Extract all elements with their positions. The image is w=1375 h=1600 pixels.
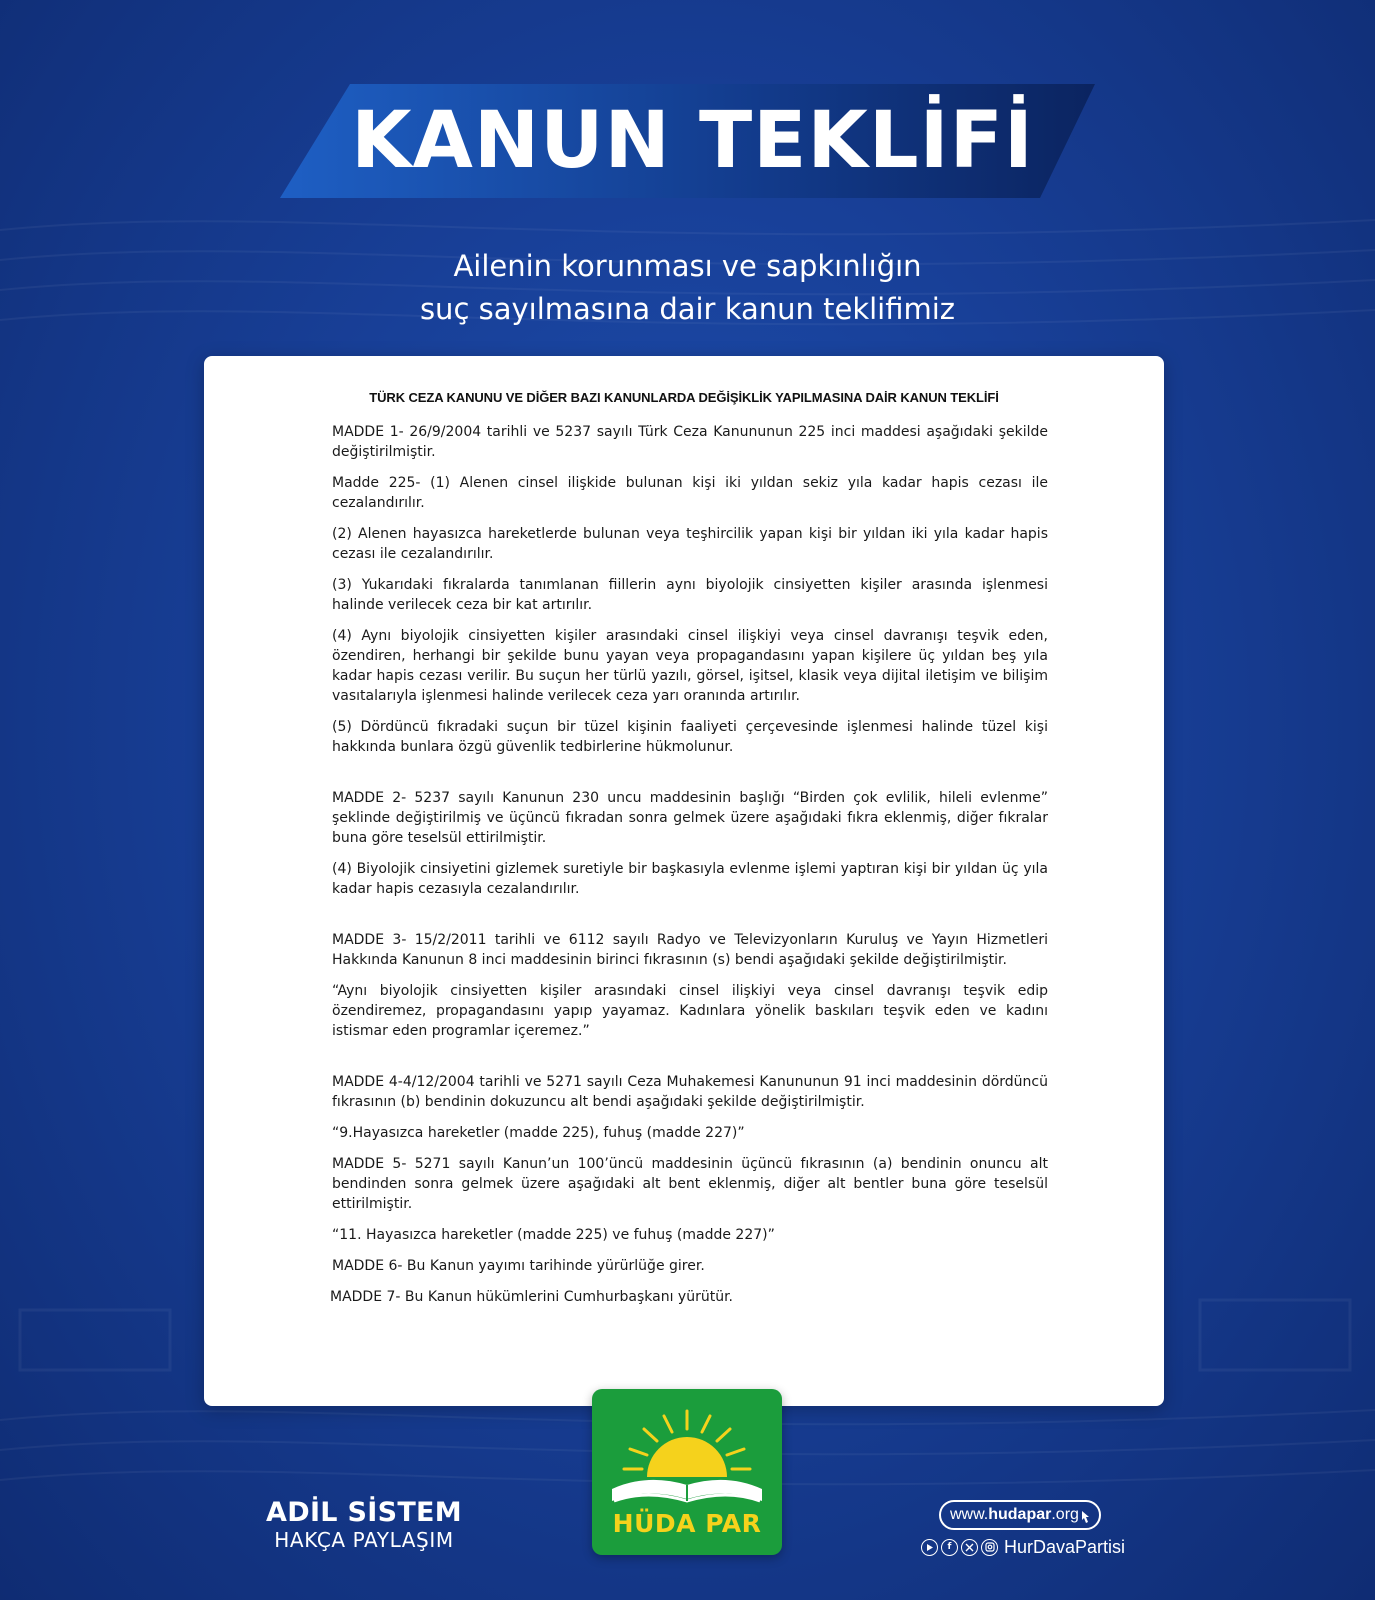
youtube-icon[interactable] bbox=[921, 1539, 938, 1556]
party-logo bbox=[592, 1389, 782, 1555]
subtitle-line-1: Ailenin korunması ve sapkınlığın bbox=[453, 249, 922, 283]
x-icon[interactable] bbox=[961, 1539, 978, 1556]
paragraph-madde-5: MADDE 5- 5271 sayılı Kanun’un 100’üncü maddesinin üçüncü fıkrasının (a) bendinin onuncu alt bendinden sonra gelmek üzere aşağıdaki alt bent eklenmiş, diğer alt bentler buna göre teselsül ettirilmiştir. bbox=[332, 1156, 1048, 1212]
subtitle-line-2: suç sayılmasına dair kanun teklifimiz bbox=[419, 292, 956, 326]
instagram-icon[interactable] bbox=[981, 1539, 998, 1556]
cursor-icon bbox=[1077, 1509, 1093, 1525]
logo-name: HÜDA PAR bbox=[612, 1509, 762, 1538]
document-card bbox=[204, 356, 1164, 1406]
paragraph-madde-4: MADDE 4-4/12/2004 tarihli ve 5271 sayılı Ceza Muhakemesi Kanununun 91 inci maddesinin dördüncü fıkrasının (b) bendinin dokuzuncu alt bendi aşağıdaki şekilde değiştirilmiştir. bbox=[332, 1074, 1048, 1110]
facebook-icon[interactable]: f bbox=[941, 1539, 958, 1556]
paragraph-madde-3: MADDE 3- 15/2/2011 tarihli ve 6112 sayılı Radyo ve Televizyonların Kuruluş ve Yayın Hizmetleri Hakkında Kanunun 8 inci maddesinin birinci fıkrasının (s) bendi aşağıdaki şekilde değiştirilmiştir. bbox=[332, 932, 1048, 968]
subtitle bbox=[300, 245, 1075, 331]
document-body bbox=[332, 422, 1048, 1318]
slogan-bottom: HAKÇA PAYLAŞIM bbox=[274, 1528, 454, 1552]
slogan bbox=[254, 1498, 474, 1552]
paragraph-madde-2: MADDE 2- 5237 sayılı Kanunun 230 uncu maddesinin başlığı “Birden çok evlilik, hileli evlenme” şeklinde değiştirilmiş ve üçüncü fıkradan sonra gelmek üzere aşağıdaki fıkra eklenmiş, diğer fıkralar buna göre teselsül ettirilmiştir. bbox=[332, 790, 1048, 846]
title-banner bbox=[280, 84, 1095, 198]
website-domain: hudapar bbox=[988, 1506, 1052, 1523]
paragraph: “11. Hayasızca hareketler (madde 225) ve fuhuş (madde 227)” bbox=[332, 1227, 775, 1243]
paragraph: (5) Dördüncü fıkradaki suçun bir tüzel kişinin faaliyeti çerçevesinde işlenmesi halinde tüzel kişi hakkında bunlara özgü güvenlik tedbirlerine hükmolunur. bbox=[332, 719, 1048, 755]
slogan-top: ADİL SİSTEM bbox=[266, 1497, 462, 1528]
paragraph: Madde 225- (1) Alenen cinsel ilişkide bulunan kişi iki yıldan sekiz yıla kadar hapis cezası ile cezalandırılır. bbox=[332, 475, 1048, 511]
paragraph: (4) Biyolojik cinsiyetini gizlemek suretiyle bir başkasıyla evlenme işlemi yaptıran kişi bir yıldan üç yıla kadar hapis cezasıyla cezalandırılır. bbox=[332, 861, 1048, 897]
website-link[interactable] bbox=[939, 1500, 1101, 1530]
paragraph-madde-7: MADDE 7- Bu Kanun hükümlerini Cumhurbaşkanı yürütür. bbox=[330, 1289, 733, 1305]
paragraph: “9.Hayasızca hareketler (madde 225), fuhuş (madde 227)” bbox=[332, 1125, 745, 1141]
website-prefix: www. bbox=[950, 1506, 989, 1523]
paragraph: “Aynı biyolojik cinsiyetten kişiler arasındaki cinsel ilişkiyi veya cinsel davranışı teşvik edip özendiremez, propagandasını yapıp yayamaz. Kadınlara yönelik baskıları teşvik eden ve kadını istismar eden programlar içeremez.” bbox=[332, 983, 1048, 1039]
website-suffix: .org bbox=[1051, 1506, 1079, 1523]
paragraph: (3) Yukarıdaki fıkralarda tanımlanan fiillerin aynı biyolojik cinsiyetten kişiler arasında işlenmesi halinde verilecek ceza bir kat artırılır. bbox=[332, 577, 1048, 613]
paragraph: (4) Aynı biyolojik cinsiyetten kişiler arasındaki cinsel ilişkiyi veya cinsel davranışı teşvik eden, özendiren, herhangi bir şekilde bunu yayan veya propagandasını yapan kişilere üç yıldan beş yıla kadar hapis cezası verilir. Bu suçun her türlü yazılı, görsel, işitsel, klasik veya dijital iletişim ve bilişim vasıtalarıyla işlenmesi halinde verilecek ceza yarı oranında artırılır. bbox=[332, 628, 1048, 704]
paragraph-madde-1: MADDE 1- 26/9/2004 tarihli ve 5237 sayılı Türk Ceza Kanununun 225 inci maddesi aşağıdaki şekilde değiştirilmiştir. bbox=[332, 424, 1048, 460]
paragraph-madde-6: MADDE 6- Bu Kanun yayımı tarihinde yürürlüğe girer. bbox=[332, 1258, 705, 1274]
page-title: KANUN TEKLİFİ bbox=[351, 96, 1034, 186]
social-handle[interactable]: HurDavaPartisi bbox=[1004, 1536, 1126, 1557]
document-heading: TÜRK CEZA KANUNU VE DİĞER BAZI KANUNLARDA DEĞİŞİKLİK YAPILMASINA DAİR KANUN TEKLİFİ bbox=[369, 390, 999, 405]
social-links bbox=[921, 1535, 1125, 1559]
paragraph: (2) Alenen hayasızca hareketlerde bulunan veya teşhircilik yapan kişi bir yıldan iki yıla kadar hapis cezası ile cezalandırılır. bbox=[332, 526, 1048, 562]
